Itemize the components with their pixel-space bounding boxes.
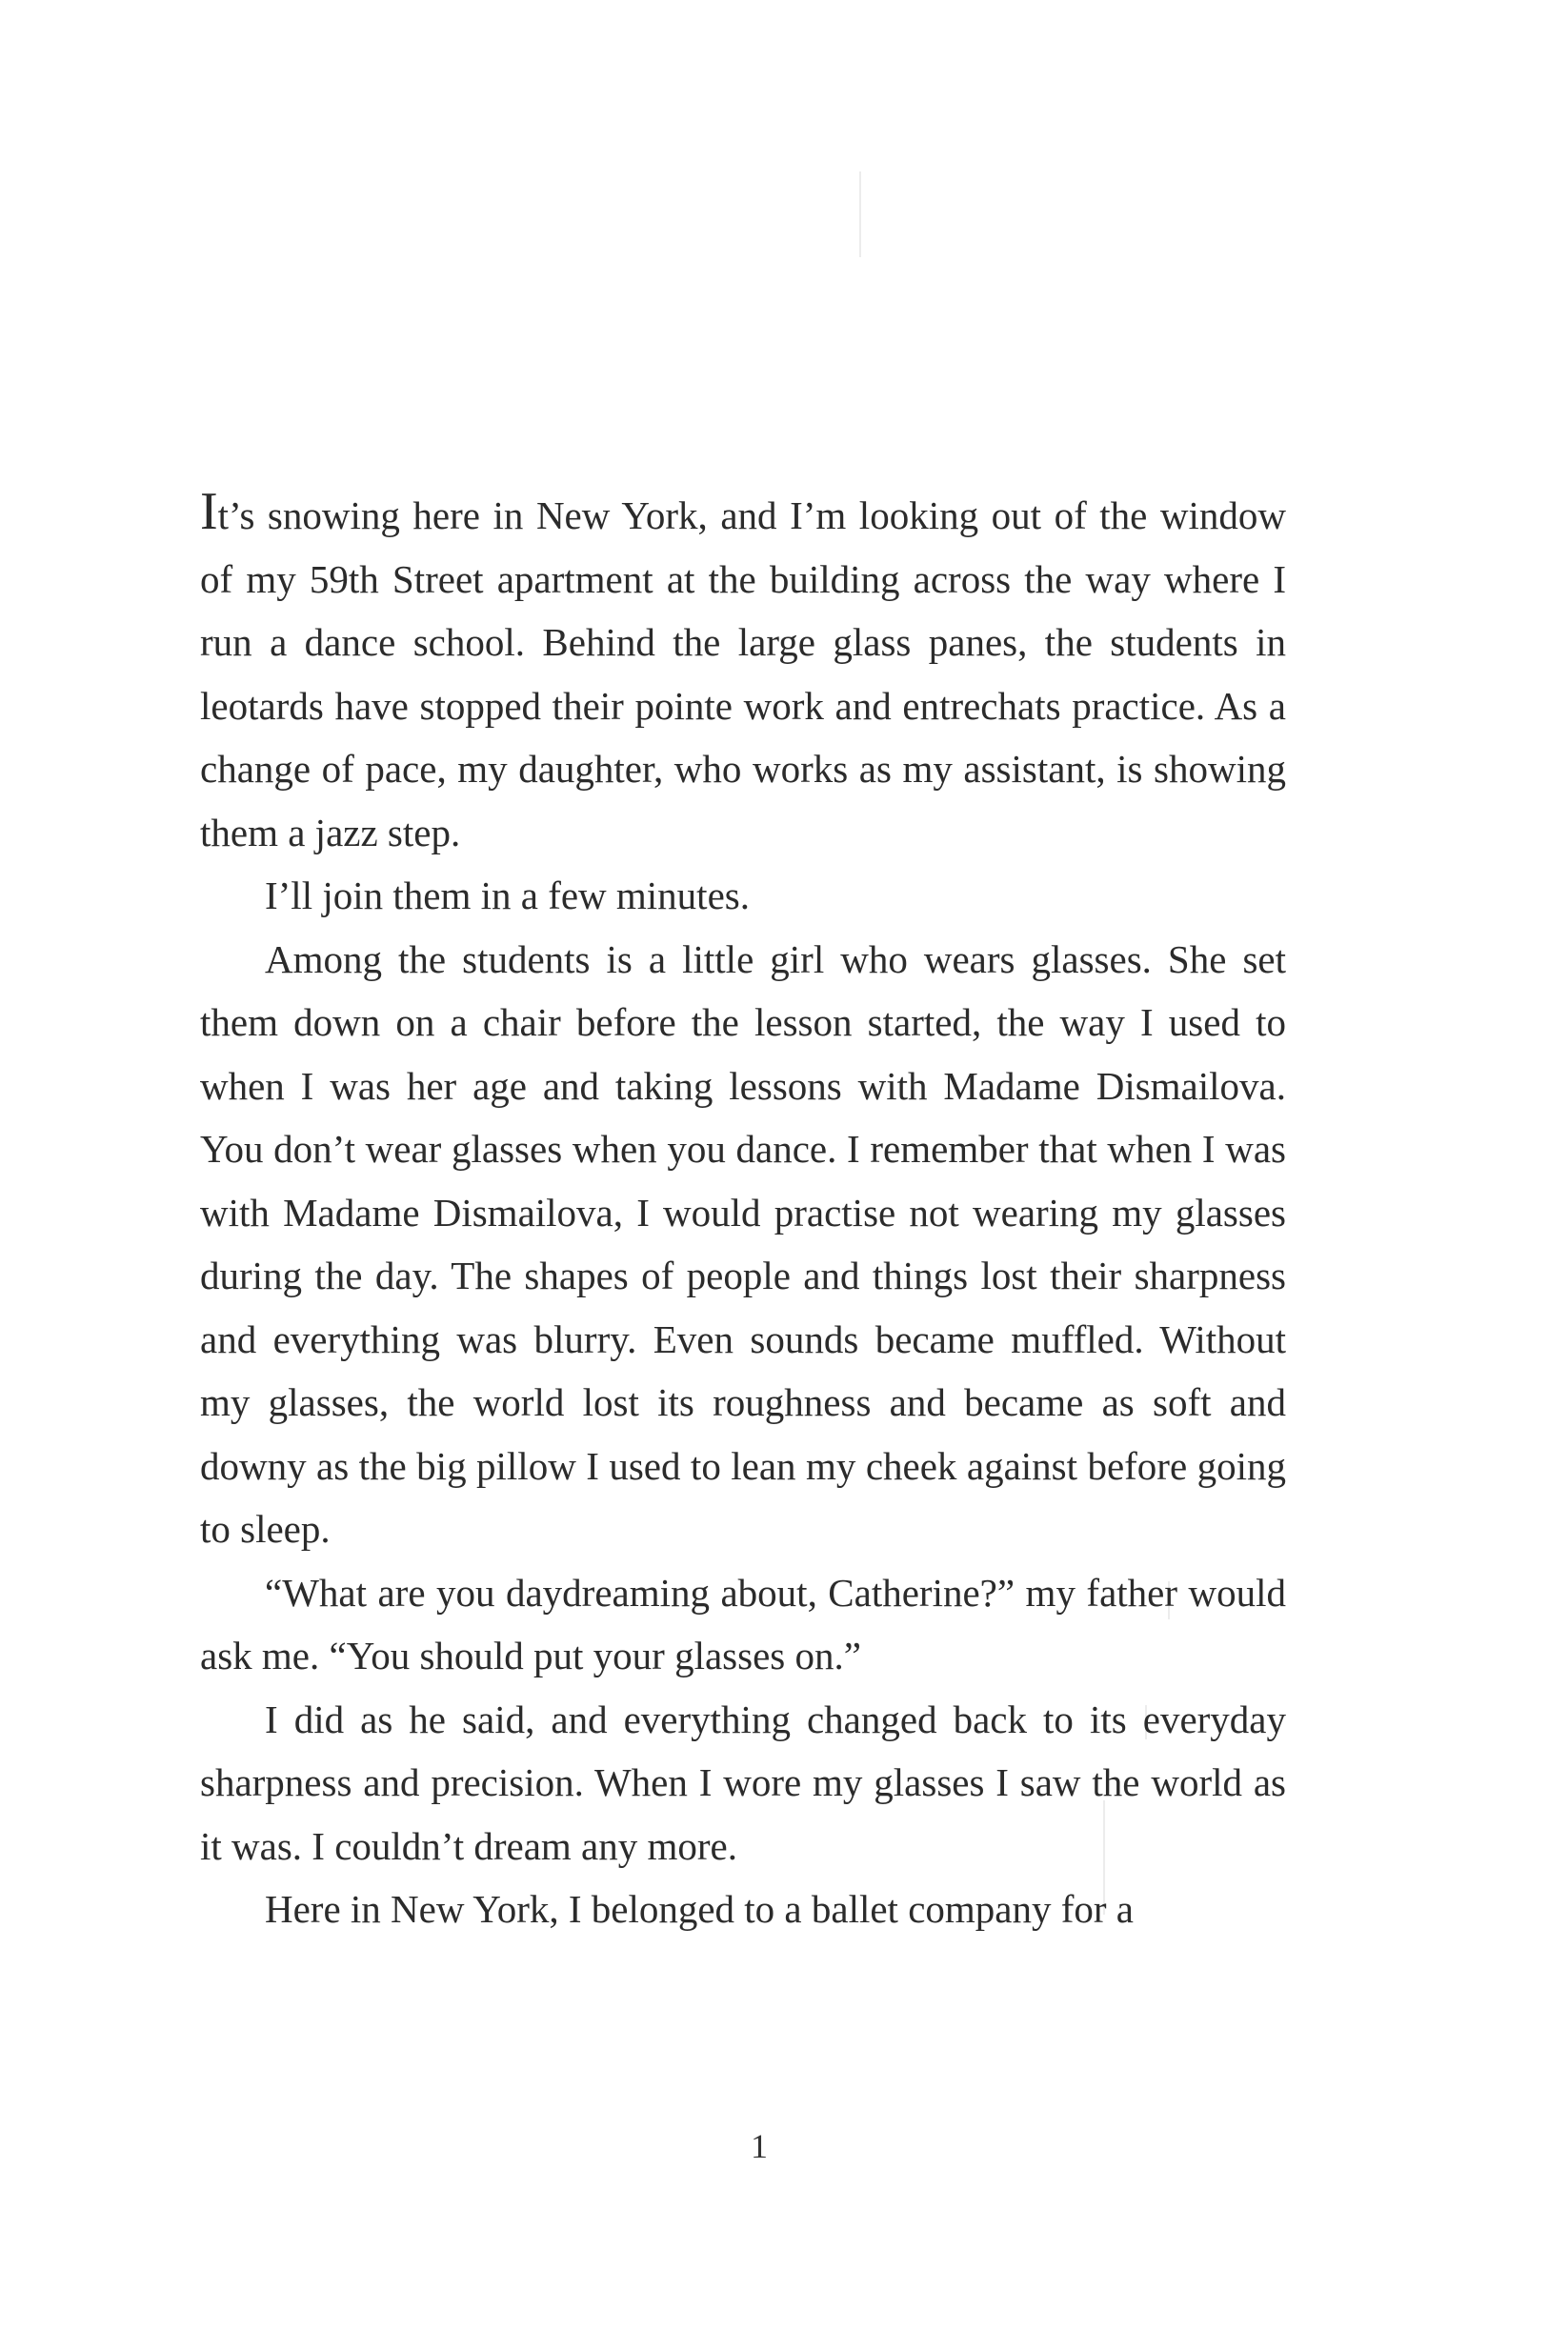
opening-paragraph <box>200 484 1286 864</box>
paragraph: Here in New York, I belonged to a ballet company for a <box>265 1887 1134 1931</box>
scan-artifact <box>859 171 861 257</box>
opening-paragraph-text: t’s snowing here in New York, and I’m looking out of the window of my 59th Street apartment at the building across the way where I run a dance school. Behind the large glass panes, the students in leotards have stopped their pointe work and entrechats practice. As a change of pace, my daughter, who works as my assistant, is showing them a jazz step. <box>200 493 1286 854</box>
paragraph: “What are you daydreaming about, Catherine?” my father would ask me. “You should put your glasses on.” <box>200 1570 1286 1677</box>
drop-initial: I <box>200 482 218 541</box>
paragraph: Among the students is a little girl who wears glasses. She set them down on a chair before the lesson started, the way I used to when I was her age and taking lessons with Madame Dismailova. You don’t wear glasses when you dance. I remember that when I was with Madame Dismailova, I would practise not wearing my glasses during the day. The shapes of people and things lost their sharpness and everything was blurry. Even sounds became muffled. Without my glasses, the world lost its roughness and became as soft and downy as the big pillow I used to lean my cheek against before going to sleep. <box>200 936 1286 1551</box>
body-text <box>200 484 1286 1941</box>
paragraph: I did as he said, and everything changed back to its everyday sharpness and precision. When I wore my glasses I saw the world as it was. I couldn’t dream any more. <box>200 1697 1286 1868</box>
paragraph: I’ll join them in a few minutes. <box>265 874 750 917</box>
page-number: 1 <box>751 2127 768 2165</box>
